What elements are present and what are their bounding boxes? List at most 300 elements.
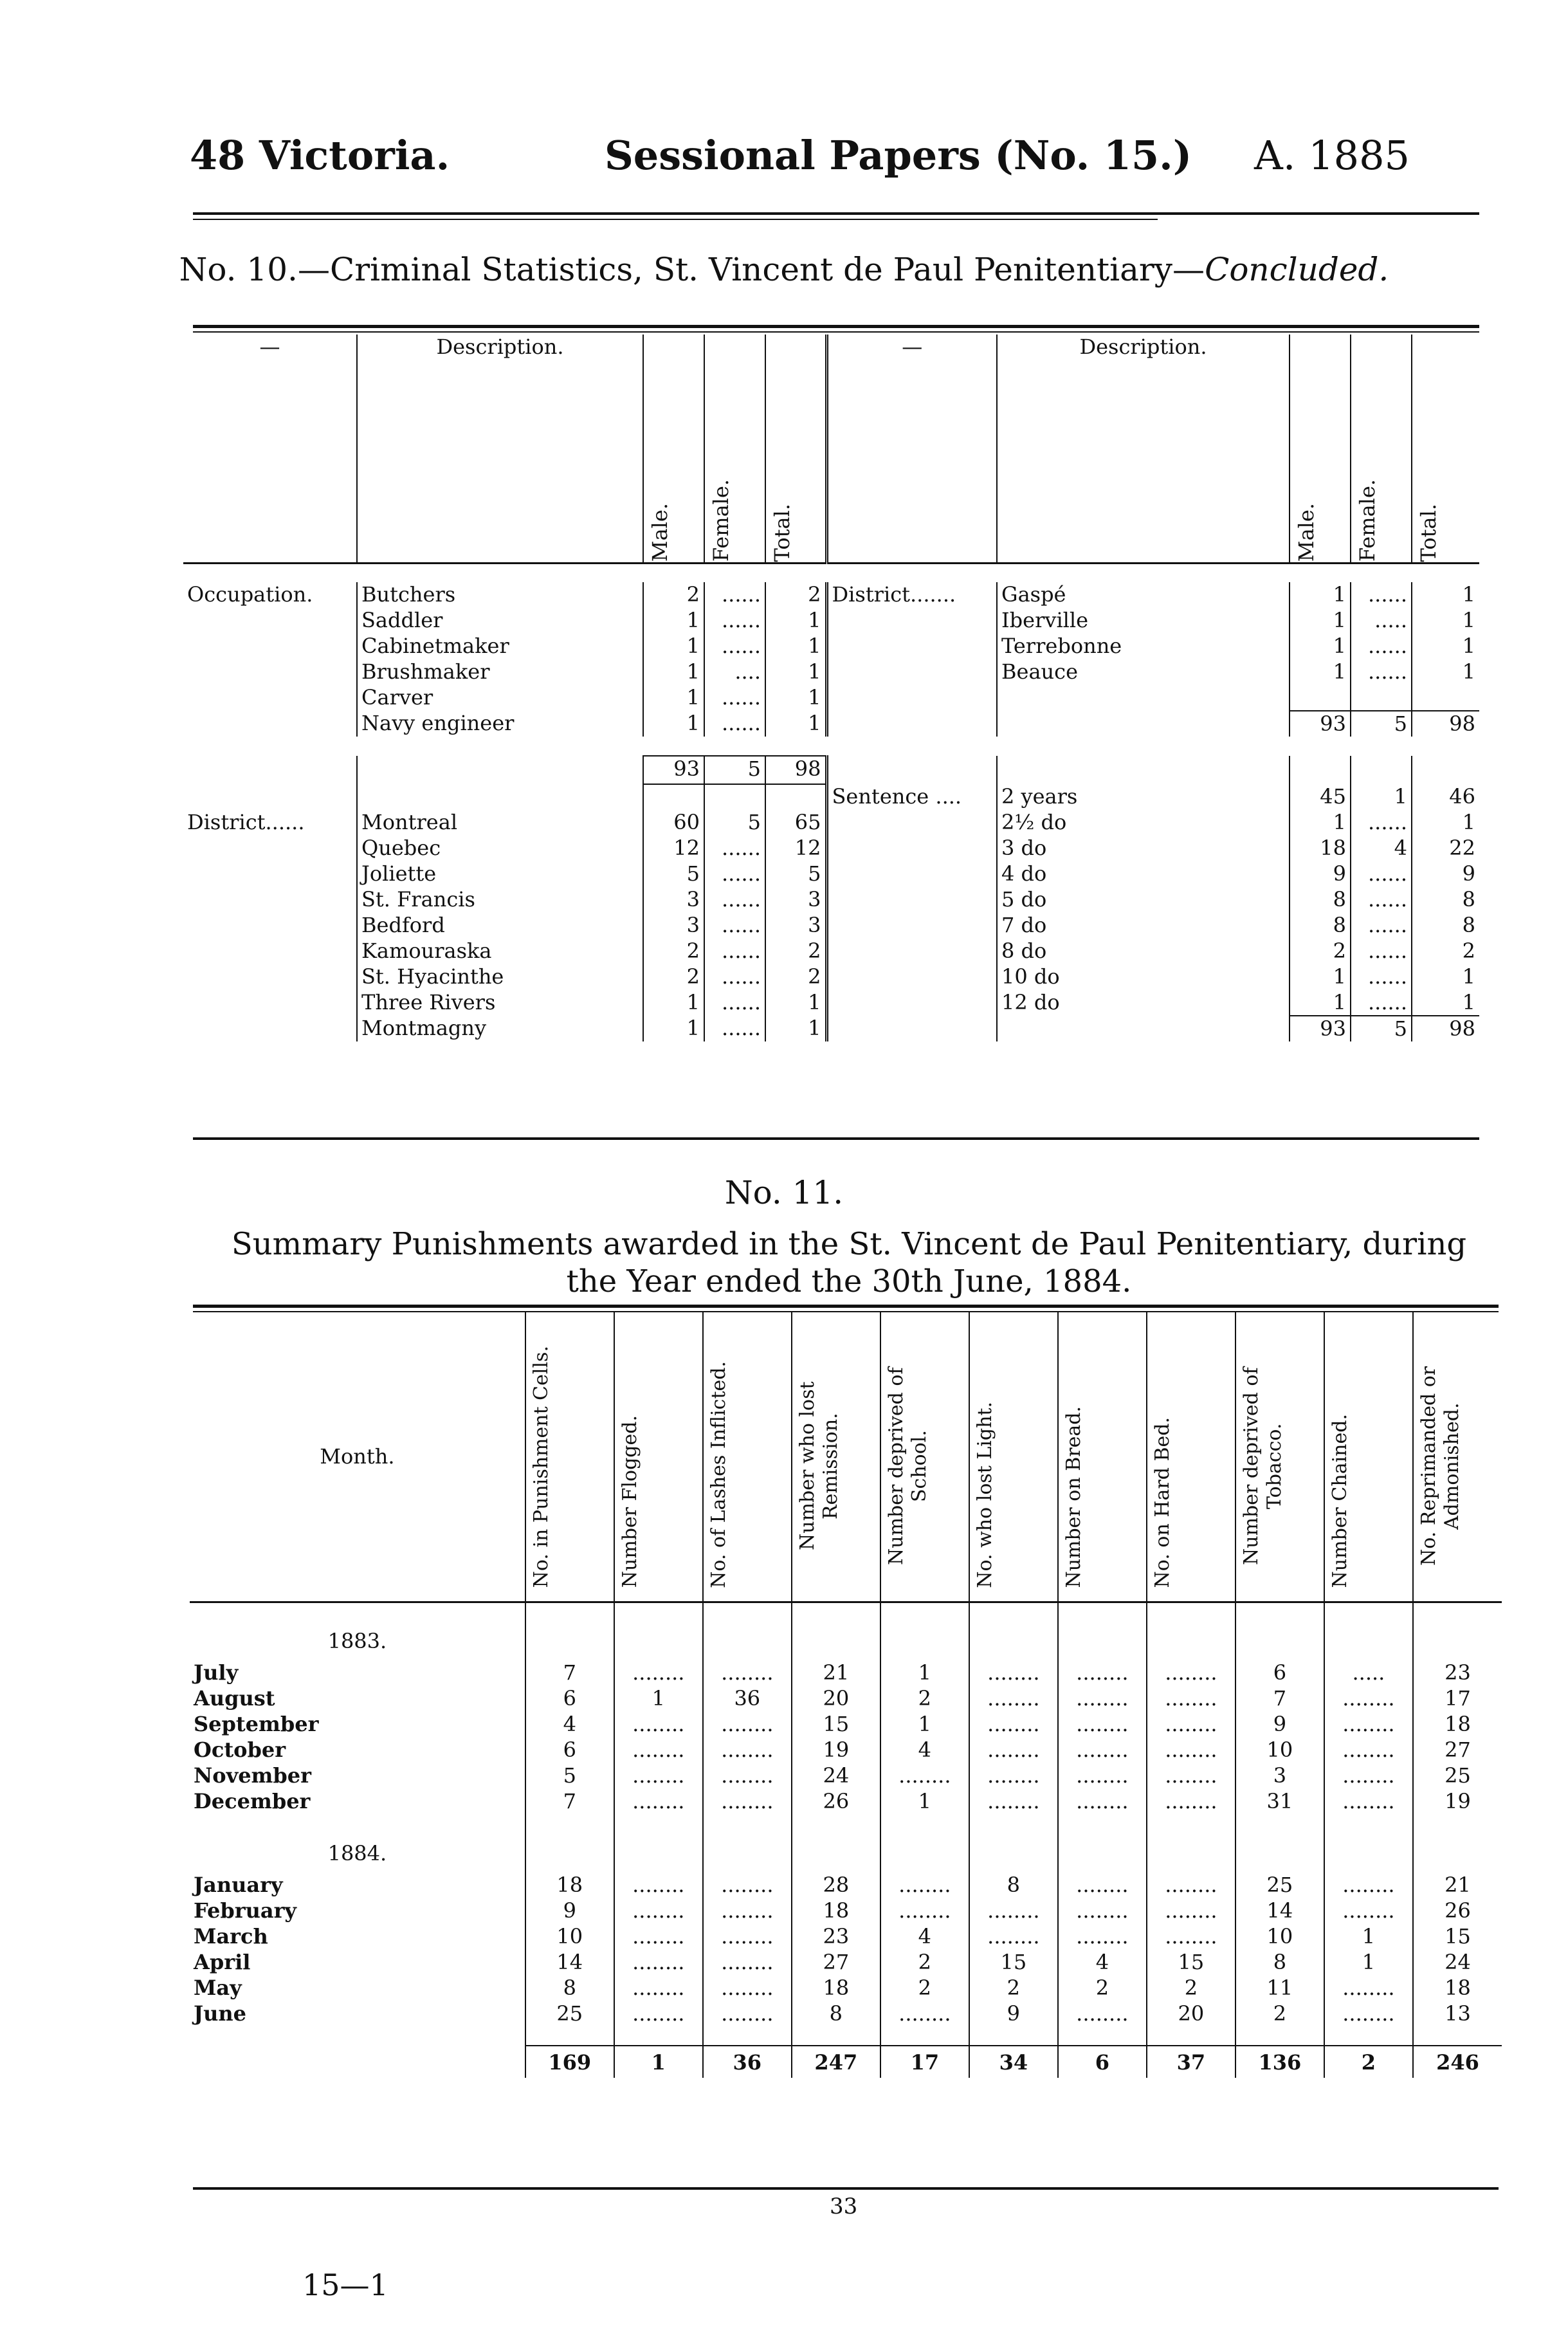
t11-total: 37 [1147, 2046, 1235, 2078]
t10-occupation-row-desc: Brushmaker [357, 659, 643, 685]
t10-district_right-label: District....... [832, 582, 956, 607]
t11-cell: ........ [1147, 1923, 1235, 1949]
t11-empty [880, 1602, 969, 1660]
t11-col-header-label: No. who lost Light. [973, 1401, 996, 1588]
t10-col-total-right-label: Total. [1416, 504, 1441, 562]
t11-cell: ........ [1058, 1923, 1147, 1949]
t11-year: 1883. [327, 1629, 387, 1653]
t10-district_left-row-desc: St. Francis [357, 887, 643, 913]
t11-cell: ........ [969, 1737, 1058, 1763]
t10-occupation-row-total: 1 [765, 659, 826, 685]
t11-empty [1147, 1602, 1235, 1660]
t10-district_right-row-female: ...... [1351, 634, 1412, 659]
t11-cell: 9 [1235, 1711, 1324, 1737]
t11-cell: 10 [525, 1923, 614, 1949]
t10-district_right-row-desc: Beauce [997, 659, 1290, 685]
t11-col-header [880, 1312, 969, 1602]
table10-top-rule-thin [193, 331, 1479, 333]
t11-empty [969, 1814, 1058, 1872]
t11-cell: 19 [792, 1737, 880, 1763]
t10-col-male-left-label: Male. [648, 503, 672, 562]
t10-district_right-row-male: 1 [1290, 659, 1351, 685]
t11-cell: 8 [1235, 1949, 1324, 1975]
t11-cell: 8 [792, 2001, 880, 2026]
t11-cell: ........ [1324, 2001, 1413, 2026]
t11-cell: ........ [703, 1737, 792, 1763]
t11-cell: ........ [1058, 1737, 1147, 1763]
t11-totals-row [190, 2046, 1502, 2078]
t10-sentence-row-female: ...... [1351, 913, 1412, 939]
t10-occupation-total-total: 98 [765, 756, 826, 784]
t11-row [190, 1685, 1502, 1711]
t11-empty [525, 2026, 614, 2046]
t10-empty [357, 756, 643, 784]
t10-occupation-row-total: 1 [765, 608, 826, 634]
t10-district_left-row-total: 3 [765, 913, 826, 939]
t10-district_left-label [183, 1016, 357, 1041]
t10-district_left-label [183, 939, 357, 964]
t11-empty [969, 1602, 1058, 1660]
t11-cell: 19 [1413, 1788, 1502, 1814]
t10-sentence-row-male: 9 [1290, 861, 1351, 887]
t10-district_left-row-female: ...... [704, 887, 765, 913]
t11-empty [703, 1602, 792, 1660]
t11-col-header-label: Number deprived of Tobacco. [1239, 1366, 1286, 1565]
t11-row [190, 1898, 1502, 1923]
t11-col-header-label: Number who lost Remission. [796, 1381, 842, 1550]
table11-bottom-rule [193, 2187, 1499, 2190]
t10-sentence-row-total: 1 [1412, 990, 1479, 1016]
t10-district_left-row-total: 3 [765, 887, 826, 913]
t10-empty [1351, 685, 1412, 711]
t11-empty [1235, 1602, 1324, 1660]
t11-cell: 2 [880, 1949, 969, 1975]
t11-empty [880, 1814, 969, 1872]
t11-month: May [194, 1976, 242, 2000]
t10-district_right-label [826, 608, 997, 634]
t11-col-header [1324, 1312, 1413, 1602]
t11-cell: ........ [1058, 1685, 1147, 1711]
t10-sentence-row-male: 45 [1290, 784, 1351, 810]
header-rule-thin [193, 219, 1158, 220]
table10-title [0, 251, 1568, 288]
t11-cell: 23 [792, 1923, 880, 1949]
t10-sentence-row-female: 1 [1351, 784, 1412, 810]
t10-district_left-label [183, 990, 357, 1016]
t10-occupation-label [183, 634, 357, 659]
t11-col-header [969, 1312, 1058, 1602]
t11-cell: 1 [880, 1660, 969, 1685]
t10-district_left-row-desc: Quebec [357, 836, 643, 861]
t10-district_left-label [183, 964, 357, 990]
t10-sentence-row-male: 1 [1290, 990, 1351, 1016]
t10-district_left-row-female: ...... [704, 964, 765, 990]
t10-empty [643, 784, 704, 810]
t11-cell: ........ [703, 1975, 792, 2001]
t11-cell: 18 [792, 1898, 880, 1923]
t10-col-total-left-label: Total. [770, 504, 794, 562]
t10-sentence-row-male: 1 [1290, 810, 1351, 836]
t11-cell: ........ [880, 1872, 969, 1898]
t11-cell: 14 [1235, 1898, 1324, 1923]
t10-col-female-left [704, 335, 765, 563]
t10-district_right-total-female: 5 [1351, 711, 1412, 737]
t11-cell: 1 [614, 1685, 703, 1711]
t10-row [183, 634, 1479, 659]
t11-cell: ........ [1147, 1788, 1235, 1814]
table10-title-italic: Concluded. [1205, 251, 1389, 288]
t11-cell: ........ [1058, 1711, 1147, 1737]
t10-col-description-right: Description. [997, 335, 1290, 563]
t10-sentence-row-total: 8 [1412, 913, 1479, 939]
t10-occupation-row-total: 1 [765, 711, 826, 737]
t10-occupation-row-total: 1 [765, 634, 826, 659]
t11-cell: 1 [880, 1711, 969, 1737]
t11-cell: 20 [1147, 2001, 1235, 2026]
table10-bottom-rule [193, 1137, 1479, 1140]
t11-cell: 27 [1413, 1737, 1502, 1763]
t11-cell: 18 [525, 1872, 614, 1898]
t10-sentence-row-male: 18 [1290, 836, 1351, 861]
t10-district_left-row-desc: Joliette [357, 861, 643, 887]
t11-empty [1324, 2026, 1413, 2046]
t10-occupation-row-total: 2 [765, 582, 826, 608]
t10-sentence-row-total: 8 [1412, 887, 1479, 913]
t11-cell: 10 [1235, 1923, 1324, 1949]
t11-cell: 18 [1413, 1975, 1502, 2001]
t11-col-header-label: Number Chained. [1328, 1414, 1351, 1588]
t10-row [183, 861, 1479, 887]
t10-occupation-row-desc: Cabinetmaker [357, 634, 643, 659]
t11-total: 6 [1058, 2046, 1147, 2078]
t10-district_left-row-total: 2 [765, 964, 826, 990]
t11-empty [792, 1602, 880, 1660]
t11-cell: 15 [792, 1711, 880, 1737]
t10-row [183, 887, 1479, 913]
t11-row [190, 1872, 1502, 1898]
t10-row [183, 608, 1479, 634]
t10-sentence-label [826, 964, 997, 990]
t10-occupation-row-male: 1 [643, 711, 704, 737]
t11-total: 136 [1235, 2046, 1324, 2078]
table11-number: No. 11. [724, 1174, 844, 1211]
t11-col-header-label: Number deprived of School. [884, 1366, 931, 1565]
t10-district_left-row-desc: Kamouraska [357, 939, 643, 964]
t10-district_left-row-female: ...... [704, 861, 765, 887]
t11-month: August [194, 1686, 275, 1711]
t11-cell: 18 [792, 1975, 880, 2001]
t11-empty [969, 2026, 1058, 2046]
t10-sentence-label [826, 939, 997, 964]
t10-occupation-total-female: 5 [704, 756, 765, 784]
t10-district_left-row-desc: St. Hyacinthe [357, 964, 643, 990]
t10-district_left-row-total: 65 [765, 810, 826, 836]
t11-cell: ........ [969, 1763, 1058, 1788]
t10-sentence-row-desc: 3 do [997, 836, 1290, 861]
t11-cell: 11 [1235, 1975, 1324, 2001]
t11-cell: 1 [1324, 1949, 1413, 1975]
t11-cell: 2 [880, 1685, 969, 1711]
t10-sentence-row-female: ...... [1351, 939, 1412, 964]
t10-district_left-row-female: ...... [704, 836, 765, 861]
t11-cell: ........ [969, 1660, 1058, 1685]
t10-district_left-row-male: 3 [643, 887, 704, 913]
t10-col-male-right-label: Male. [1294, 503, 1318, 562]
t10-row [183, 659, 1479, 685]
t11-cell: ........ [1324, 1711, 1413, 1737]
t11-cell: 25 [1235, 1872, 1324, 1898]
t10-occupation-row-desc: Butchers [357, 582, 643, 608]
t11-cell: 7 [525, 1660, 614, 1685]
t11-cell: ........ [1324, 1788, 1413, 1814]
t11-cell: 10 [1235, 1737, 1324, 1763]
t11-cell: 21 [792, 1660, 880, 1685]
t11-cell: 26 [792, 1788, 880, 1814]
header-rule [193, 212, 1479, 215]
t11-row [190, 1660, 1502, 1685]
t10-district_left-row-desc: Montmagny [357, 1016, 643, 1041]
t11-cell: 24 [792, 1763, 880, 1788]
t11-cell: ........ [969, 1898, 1058, 1923]
t10-district_left-row-total: 5 [765, 861, 826, 887]
t10-empty [183, 756, 357, 784]
t11-cell: 5 [525, 1763, 614, 1788]
t11-cell: 8 [969, 1872, 1058, 1898]
t10-district_left-row-desc: Montreal [357, 810, 643, 836]
t11-cell: ........ [614, 1788, 703, 1814]
t10-occupation-row-desc: Carver [357, 685, 643, 711]
t11-cell: 21 [1413, 1872, 1502, 1898]
t10-district_left-row-desc: Three Rivers [357, 990, 643, 1016]
t10-sentence-row-female: ...... [1351, 990, 1412, 1016]
t10-occupation-row-male: 1 [643, 608, 704, 634]
t11-cell: ........ [614, 1898, 703, 1923]
t11-cell: ........ [1147, 1763, 1235, 1788]
t10-occupation-row-female: ...... [704, 634, 765, 659]
t11-cell: 2 [880, 1975, 969, 2001]
t11-cell: ........ [880, 2001, 969, 2026]
t11-month: December [194, 1789, 311, 1813]
t11-empty [1324, 1602, 1413, 1660]
t11-empty [1413, 1814, 1502, 1872]
t10-occupation-label [183, 608, 357, 634]
t11-empty [614, 2026, 703, 2046]
t11-cell: ........ [1147, 1872, 1235, 1898]
t10-sentence-label [826, 887, 997, 913]
t11-cell: 25 [525, 2001, 614, 2026]
t11-row [190, 2001, 1502, 2026]
t11-cell: ........ [1324, 1898, 1413, 1923]
t11-cell: ........ [614, 1872, 703, 1898]
t10-district_left-row-male: 2 [643, 964, 704, 990]
t11-year: 1884. [327, 1841, 387, 1866]
t10-district_left-label [183, 913, 357, 939]
t11-empty [1413, 2026, 1502, 2046]
t10-row [183, 784, 1479, 810]
t10-district_right-row-desc: Iberville [997, 608, 1290, 634]
t10-district_right-label [826, 659, 997, 685]
t10-district_right-label [826, 634, 997, 659]
t10-sentence-row-total: 22 [1412, 836, 1479, 861]
t10-row [183, 810, 1479, 836]
t11-cell: 27 [792, 1949, 880, 1975]
t10-empty [826, 711, 997, 737]
t10-sentence-row-male: 8 [1290, 913, 1351, 939]
t11-total: 34 [969, 2046, 1058, 2078]
t11-month: January [194, 1873, 283, 1897]
t11-month: April [194, 1950, 251, 1974]
t10-district_left-row-total: 12 [765, 836, 826, 861]
t11-empty [1147, 1814, 1235, 1872]
t10-col-female-right [1351, 335, 1412, 563]
t11-cell: ........ [703, 2001, 792, 2026]
t10-district_right-total-total: 98 [1412, 711, 1479, 737]
t11-empty [190, 2026, 525, 2046]
t10-district_left-row-female: 5 [704, 810, 765, 836]
t11-cell: 20 [792, 1685, 880, 1711]
t11-cell: 6 [1235, 1660, 1324, 1685]
t11-cell: ........ [1147, 1737, 1235, 1763]
t11-cell: ........ [969, 1711, 1058, 1737]
t11-cell: 15 [1413, 1923, 1502, 1949]
t10-occupation-row-male: 1 [643, 634, 704, 659]
t10-col-dash-left: — [259, 335, 280, 359]
t11-cell: ........ [703, 1660, 792, 1685]
t11-row [190, 1949, 1502, 1975]
t11-cell: ........ [1324, 1763, 1413, 1788]
t10-empty [997, 756, 1290, 784]
t10-empty [997, 711, 1290, 737]
t11-month: September [194, 1712, 319, 1736]
t10-sentence-label [826, 990, 997, 1016]
t11-cell: 1 [880, 1788, 969, 1814]
t11-cell: ........ [614, 1975, 703, 2001]
t10-sentence-row-total: 9 [1412, 861, 1479, 887]
t10-district_left-row-total: 1 [765, 1016, 826, 1041]
t10-district_right-row-female: ...... [1351, 659, 1412, 685]
t11-cell: ........ [1324, 1975, 1413, 2001]
t10-district_left-label [183, 836, 357, 861]
t10-sentence-row-male: 2 [1290, 939, 1351, 964]
t11-cell: 6 [525, 1737, 614, 1763]
t11-cell: ........ [880, 1898, 969, 1923]
t11-cell: ........ [703, 1788, 792, 1814]
t11-month: June [194, 2001, 247, 2026]
t11-cell: ........ [1324, 1872, 1413, 1898]
t11-month: October [194, 1738, 286, 1762]
t11-cell: 18 [1413, 1711, 1502, 1737]
t11-row [190, 1788, 1502, 1814]
header-left: 48 Victoria. [190, 132, 450, 179]
t11-cell: ........ [969, 1923, 1058, 1949]
t11-empty [792, 1814, 880, 1872]
t11-row [190, 1737, 1502, 1763]
t11-cell: ........ [1147, 1898, 1235, 1923]
t10-occupation-row-desc: Navy engineer [357, 711, 643, 737]
t10-district_right-row-desc: Terrebonne [997, 634, 1290, 659]
t10-sentence-row-total: 1 [1412, 964, 1479, 990]
t10-district_right-row-male: 1 [1290, 582, 1351, 608]
t11-month: March [194, 1924, 268, 1949]
t10-empty [826, 756, 997, 784]
t11-total [190, 2046, 525, 2078]
t11-empty [614, 1602, 703, 1660]
t11-cell: ........ [1058, 1660, 1147, 1685]
t10-sentence-row-desc: 12 do [997, 990, 1290, 1016]
t10-empty [1290, 685, 1351, 711]
t10-sentence-label [826, 913, 997, 939]
t10-district_left-row-male: 60 [643, 810, 704, 836]
t10-row [183, 836, 1479, 861]
t10-empty [704, 784, 765, 810]
t10-district_right-row-desc: Gaspé [997, 582, 1290, 608]
t11-cell: ........ [703, 1763, 792, 1788]
t11-cell: ........ [1058, 1788, 1147, 1814]
t11-empty [1058, 1814, 1147, 1872]
t11-col-header-label: Number Flogged. [618, 1415, 641, 1588]
t10-district_left-row-male: 5 [643, 861, 704, 887]
t11-cell: 13 [1413, 2001, 1502, 2026]
footer-signature: 15—1 [302, 2268, 388, 2302]
t11-cell: ........ [1324, 1685, 1413, 1711]
t11-col-header-label: Number on Bread. [1062, 1406, 1085, 1588]
t10-district_left-row-female: ...... [704, 913, 765, 939]
t11-empty [1058, 1602, 1147, 1660]
t10-col-male-right [1290, 335, 1351, 563]
t10-empty [1351, 756, 1412, 784]
t10-occupation-row-female: ...... [704, 608, 765, 634]
t10-district_right-row-total: 1 [1412, 582, 1479, 608]
t10-sentence-row-total: 1 [1412, 810, 1479, 836]
t11-cell: 2 [1235, 2001, 1324, 2026]
t10-empty [765, 784, 826, 810]
t10-row [183, 964, 1479, 990]
t11-cell: ........ [614, 1923, 703, 1949]
t10-occupation-total-male: 93 [643, 756, 704, 784]
t10-sentence-row-female: ...... [1351, 861, 1412, 887]
t11-cell: 2 [969, 1975, 1058, 2001]
t10-sentence-label [826, 861, 997, 887]
t10-district_right-row-total: 1 [1412, 659, 1479, 685]
t11-row [190, 1763, 1502, 1788]
t10-sentence-total-total: 98 [1412, 1016, 1479, 1041]
t10-row [183, 990, 1479, 1016]
page-mark: 33 [830, 2194, 858, 2219]
t11-cell: 4 [1058, 1949, 1147, 1975]
t11-total: 1 [614, 2046, 703, 2078]
t10-sentence-row-desc: 2½ do [997, 810, 1290, 836]
t11-cell: ........ [614, 2001, 703, 2026]
t10-sentence-row-female: 4 [1351, 836, 1412, 861]
t10-occupation-row-male: 1 [643, 685, 704, 711]
t11-cell: ........ [1147, 1685, 1235, 1711]
t10-sentence-label [826, 810, 997, 836]
t10-district_left-row-female: ...... [704, 1016, 765, 1041]
t11-month: November [194, 1763, 311, 1788]
t10-occupation-row-male: 2 [643, 582, 704, 608]
t11-cell: ........ [703, 1711, 792, 1737]
t11-total: 246 [1413, 2046, 1502, 2078]
t10-empty [183, 784, 357, 810]
t11-cell: ........ [969, 1685, 1058, 1711]
t10-district_right-row-male: 1 [1290, 608, 1351, 634]
t11-cell: ........ [614, 1949, 703, 1975]
t10-sentence-label: Sentence .... [832, 784, 962, 809]
t11-cell: ........ [1147, 1660, 1235, 1685]
t10-district_left-row-male: 3 [643, 913, 704, 939]
t10-col-total-right [1412, 335, 1479, 563]
t10-occupation-row-male: 1 [643, 659, 704, 685]
